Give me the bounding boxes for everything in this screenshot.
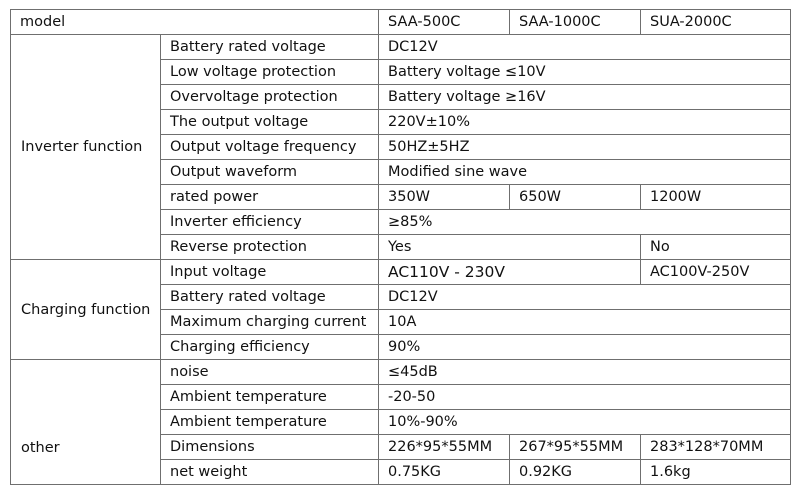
param-cell: rated power	[161, 185, 379, 210]
table-row	[11, 35, 791, 60]
table-row	[11, 260, 791, 285]
spec-table	[10, 9, 791, 485]
model-name-cell: SAA-1000C	[510, 10, 641, 35]
model-header-cell: model	[11, 10, 379, 35]
value-cell: No	[641, 235, 791, 260]
value-cell: Battery voltage ≤10V	[379, 60, 791, 85]
value-cell: 283*128*70MM	[641, 435, 791, 460]
param-cell: Dimensions	[161, 435, 379, 460]
group-label-other	[11, 360, 161, 485]
value-cell: ≤45dB	[379, 360, 791, 385]
value-cell: 226*95*55MM	[379, 435, 510, 460]
param-cell: Low voltage protection	[161, 60, 379, 85]
value-cell: 267*95*55MM	[510, 435, 641, 460]
value-cell: 0.92KG	[510, 460, 641, 485]
model-name-cell: SUA-2000C	[641, 10, 791, 35]
param-cell: Battery rated voltage	[161, 285, 379, 310]
param-cell: Maximum charging current	[161, 310, 379, 335]
model-name-cell: SAA-500C	[379, 10, 510, 35]
value-cell: 10A	[379, 310, 791, 335]
param-cell: Output voltage frequency	[161, 135, 379, 160]
value-cell: DC12V	[379, 35, 791, 60]
table-row	[11, 360, 791, 385]
value-cell: 50HZ±5HZ	[379, 135, 791, 160]
value-cell: ≥85%	[379, 210, 791, 235]
value-cell: DC12V	[379, 285, 791, 310]
param-cell: noise	[161, 360, 379, 385]
group-label-text: other	[21, 440, 60, 456]
param-cell: Reverse protection	[161, 235, 379, 260]
value-cell: Modified sine wave	[379, 160, 791, 185]
value-cell: Battery voltage ≥16V	[379, 85, 791, 110]
value-cell: 0.75KG	[379, 460, 510, 485]
param-cell: Battery rated voltage	[161, 35, 379, 60]
param-cell: The output voltage	[161, 110, 379, 135]
value-cell: 1.6kg	[641, 460, 791, 485]
param-cell: Output waveform	[161, 160, 379, 185]
value-cell: 10%-90%	[379, 410, 791, 435]
value-cell: 350W	[379, 185, 510, 210]
value-cell: AC110V - 230V	[379, 260, 641, 285]
param-cell: Inverter efficiency	[161, 210, 379, 235]
value-cell: 220V±10%	[379, 110, 791, 135]
value-cell: AC100V-250V	[641, 260, 791, 285]
param-cell: Overvoltage protection	[161, 85, 379, 110]
param-cell: Charging efficiency	[161, 335, 379, 360]
group-label-inverter: Inverter function	[11, 35, 161, 260]
param-cell: net weight	[161, 460, 379, 485]
group-label-charging: Charging function	[11, 260, 161, 360]
param-cell: Ambient temperature	[161, 410, 379, 435]
param-cell: Input voltage	[161, 260, 379, 285]
value-cell: -20-50	[379, 385, 791, 410]
value-cell: 1200W	[641, 185, 791, 210]
value-cell: 650W	[510, 185, 641, 210]
value-cell: 90%	[379, 335, 791, 360]
table-header-row	[11, 10, 791, 35]
value-cell: Yes	[379, 235, 641, 260]
param-cell: Ambient temperature	[161, 385, 379, 410]
